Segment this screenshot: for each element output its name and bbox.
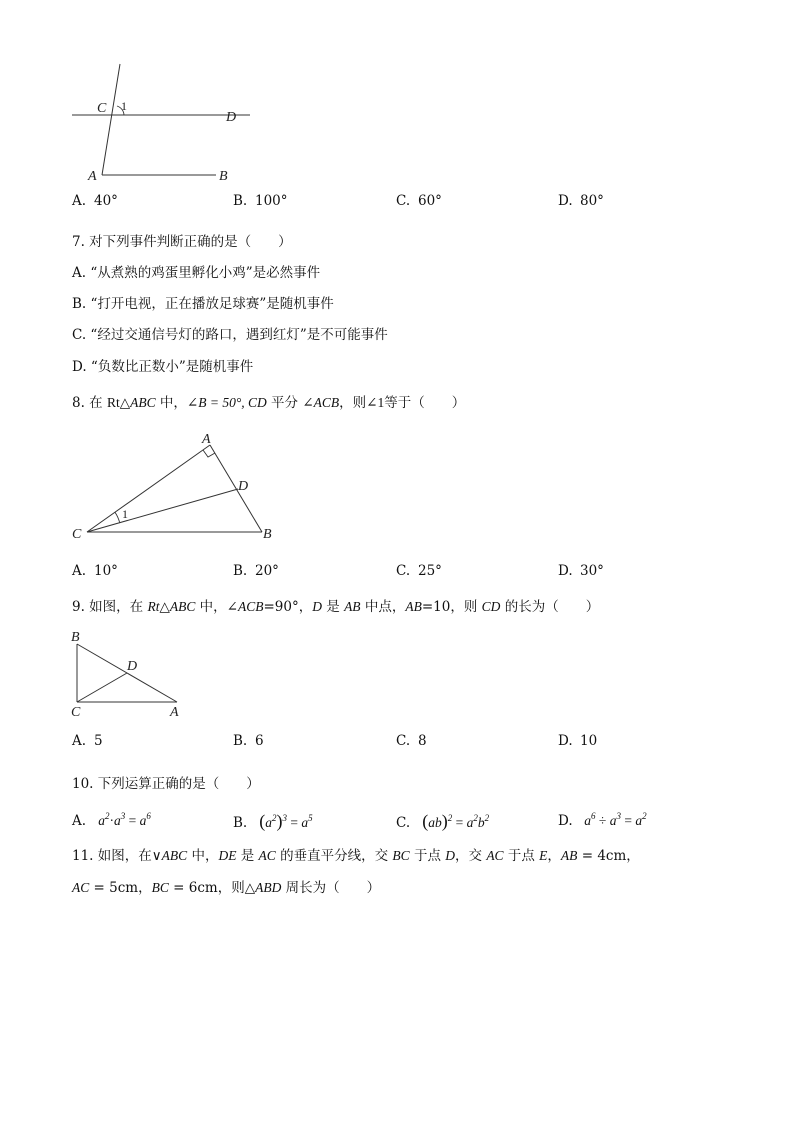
q9-stem-g: =10，则 [421,599,482,615]
q10-option-a[interactable] [72,808,151,834]
q7-option-c[interactable]: C. “经过交通信号灯的路口，遇到红灯”是不可能事件 [72,327,388,343]
q8-side-ab [210,445,262,532]
q8-stem [72,394,465,412]
q6-label-c: C [97,101,107,116]
q6-label-a: A [88,169,97,184]
q11-de: DE [218,848,237,863]
option-text: 10° [94,563,118,579]
option-label: A. [72,193,87,209]
q8-label-c: C [72,527,82,542]
q8-stem-angle: ∠ACB [302,395,340,410]
q11-bc: BC [392,848,410,863]
q8-stem-mid2: 平分 [266,395,303,411]
q8-stem-mid: 中， [155,395,187,411]
q11-ac: AC [486,848,504,863]
q10-d-expr: $a^6 \div a^3 = a^2$ [584,811,647,828]
q10-c-expr: $(ab)^2 = a^2b^2$ [422,811,490,831]
q10-option-d[interactable] [558,808,647,834]
q8-stem-rt: Rt [106,395,120,410]
option-text: 5 [94,733,103,749]
q6-options [0,191,794,211]
q11-text: 周长为（ ） [281,880,381,896]
option-text: 20° [255,563,279,579]
option-label: A. [72,733,87,749]
q9-option-b[interactable] [233,731,264,751]
q11-text: 中， [187,848,219,864]
q9-label-c: C [71,705,81,720]
q9-stem-cd: CD [481,599,501,614]
option-text: 8 [418,733,427,749]
q8-stem-suffix: 等于（ ） [384,395,466,411]
option-text: 6 [255,733,264,749]
q11-triangle-abd: △ABD [244,880,282,895]
q8-label-a: A [202,432,211,447]
q6-option-a[interactable] [72,191,118,211]
q11-text: 的垂直平分线，交 [275,848,393,864]
option-label: B. [233,733,248,749]
q6-option-b[interactable] [233,191,288,211]
q7-option-d[interactable]: D. “负数比正数小”是随机事件 [72,359,254,375]
q8-option-d[interactable] [558,561,604,581]
q10-a-expr: $a^2\cdot a^3 = a^6$ [98,811,151,828]
q11-text: 于点 [503,848,540,864]
option-label: B. [233,815,248,831]
q9-stem-c: =90°， [263,599,313,615]
option-label: C. [396,815,411,831]
q8-angle-arc [115,512,120,523]
q10-stem: 10. 下列运算正确的是（ ） [72,776,260,792]
q11-bc: BC [151,880,169,895]
option-text: 40° [94,193,118,209]
q8-options [0,561,794,581]
q8-side-ca [87,445,210,532]
q11-line2 [72,879,380,897]
q8-stem-mid3: ，则 [339,395,367,411]
option-text: 100° [255,193,288,209]
option-text: 80° [580,193,604,209]
q8-option-a[interactable] [72,561,118,581]
q11-line1 [72,847,640,865]
q6-label-1: 1 [121,99,127,113]
option-text: 60° [418,193,442,209]
q10-option-c[interactable] [396,808,489,836]
q11-text: 是 [236,848,259,864]
q11-point-d: D [445,848,456,863]
q9-option-a[interactable] [72,731,103,751]
q9-segment-cd [77,673,127,702]
q6-option-c[interactable] [396,191,442,211]
q8-stem-abc: ABC [130,395,156,410]
q10-b-expr: $(a^2)^3 = a^5$ [259,811,313,831]
q11-text: = 4cm， [577,848,640,864]
q9-stem-rt: Rt△ABC [147,599,196,614]
q8-figure [62,428,292,544]
option-text: 30° [580,563,604,579]
q8-stem-prefix: 8. 在 [72,395,103,411]
q8-stem-angle1: ∠1 [366,395,385,410]
q9-stem-h: 的长为（ ） [500,599,600,615]
q10-options [0,808,794,834]
option-label: C. [396,563,411,579]
q9-label-a: A [170,705,179,720]
q9-stem-ab: AB [344,599,361,614]
q11-point-e: E [539,848,548,863]
q8-segment-cd [87,489,238,532]
q9-stem-b: 中， [195,599,227,615]
option-label: A. [72,813,87,829]
q11-text: 11. 如图，在 [72,848,152,864]
option-label: D. [558,193,573,209]
option-label: C. [396,733,411,749]
option-label: D. [558,813,573,829]
q9-stem-ab2: AB [405,599,422,614]
option-label: D. [558,563,573,579]
q6-label-b: B [219,169,228,184]
q9-label-d: D [127,659,138,674]
q10-option-b[interactable] [233,808,313,836]
q9-stem-a: 9. 如图，在 [72,599,148,615]
q11-ab: AB [560,848,578,863]
q11-text: 于点 [409,848,446,864]
q9-option-d[interactable] [558,731,597,751]
q6-transversal [102,64,120,175]
q9-option-c[interactable] [396,731,427,751]
q9-stem-e: 是 [321,599,345,615]
q8-label-d: D [238,479,249,494]
q9-label-b: B [71,630,80,645]
q8-option-b[interactable] [233,561,279,581]
option-label: A. [72,563,87,579]
q11-ac: AC [72,880,90,895]
q6-label-d: D [226,110,237,125]
q9-stem-f: 中点， [360,599,406,615]
q7-option-a[interactable]: A. “从煮熟的鸡蛋里孵化小鸡”是必然事件 [72,265,321,281]
q11-text: = 5cm， [89,880,152,896]
q8-stem-tri: △ [119,395,131,410]
q7-option-b[interactable]: B. “打开电视，正在播放足球赛”是随机事件 [72,296,334,312]
q9-options [0,731,794,751]
q11-triangle: ∨ABC [151,848,188,863]
q8-label-b: B [263,527,272,542]
option-text: 25° [418,563,442,579]
q9-stem-angle: ∠ACB [226,599,264,614]
option-text: 10 [580,733,598,749]
q6-option-d[interactable] [558,191,604,211]
q11-text: = 6cm，则 [168,880,245,896]
q8-stem-cond: ∠B = 50°, CD [186,395,267,410]
q6-figure [60,60,260,190]
q11-ac: AC [258,848,276,863]
q11-text: ， [547,848,561,864]
q8-option-c[interactable] [396,561,442,581]
q7-stem: 7. 对下列事件判断正确的是（ ） [72,234,292,250]
q9-figure [66,628,196,720]
option-label: B. [233,563,248,579]
q9-stem [72,598,599,616]
q9-stem-d: D [312,599,322,614]
option-label: B. [233,193,248,209]
q11-text: ，交 [455,848,487,864]
q8-label-1: 1 [122,507,128,521]
option-label: C. [396,193,411,209]
option-label: D. [558,733,573,749]
